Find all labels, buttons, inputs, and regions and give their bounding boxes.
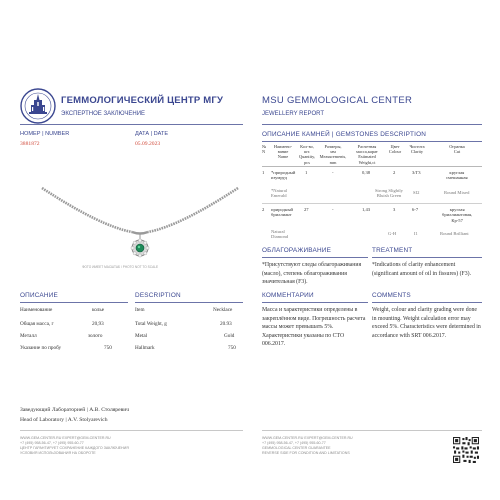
description-divider-ru — [20, 302, 128, 303]
row2-name-en: Natural Diamond — [271, 229, 289, 240]
desc-ru-value: 750 — [104, 345, 112, 351]
footer-line: ЦЕНТР ГАРАНТИРУЕТ СОХРАНЕНИЕ КАЖДОГО ЗАКЛЮЧЕНИЯ — [20, 446, 129, 450]
footer-line: УСЛОВИЯ ИСПОЛЬЗОВАНИЯ НА ОБОРОТЕ — [20, 451, 96, 455]
row1-clarity: 3/Г3 — [412, 170, 421, 175]
row2-qty: 27 — [304, 207, 309, 212]
org-name-ru: ГЕММОЛОГИЧЕСКИЙ ЦЕНТР МГУ — [61, 95, 224, 106]
header-cell: Огранка Cut — [449, 144, 465, 155]
footer-divider-left — [20, 430, 243, 431]
row2-colour: 3 — [393, 207, 396, 212]
row2-meas: - — [332, 207, 334, 212]
desc-en-value: Necklace — [213, 307, 233, 313]
header-cell: Расчетная масса,карат Estimated Weight,ct — [356, 144, 378, 165]
report-number: 3881872 — [20, 141, 40, 147]
treatment-title-en: TREATMENT — [372, 247, 413, 254]
header-cell: Наимено- вание Name — [273, 144, 293, 160]
desc-ru-value: золото — [88, 333, 103, 339]
footer-line: WWW.GEM-CENTER.RU EXPERT@GEM-CENTER.RU — [262, 436, 353, 440]
comments-text-ru: Масса и характеристики определены в закреплённом виде. Погрешность расчета массы может превышать 5%. Характеристики указаны по СТО 006.2017. — [262, 307, 366, 348]
header-cell: № N — [262, 144, 267, 155]
treatment-text-en: *Indications of clarity enhancement (significant amount of oil in fissures) (F3). — [372, 262, 472, 277]
footer-line: +7 (495) 958-56-47, +7 (495) 955-60-77 — [20, 441, 84, 445]
row1-colour-en: Strong Slightly Bluish Green — [375, 188, 403, 199]
header-divider-right — [262, 124, 482, 125]
photo-caption: ФОТО ИМЕЕТ МАСШТАБ / PHOTO NOT TO SCALE — [82, 265, 159, 269]
signature-ru: Заведующий Лабораторией | А.В. Столяревич — [20, 407, 130, 413]
row1-meas: - — [332, 170, 334, 175]
desc-en-label: Total Weight, g — [135, 321, 167, 327]
desc-ru-label: Наименование — [20, 307, 53, 313]
description-divider-en — [135, 302, 243, 303]
footer-line: REVERSE SIDE FOR CONDITION AND LIMITATIONS — [262, 451, 350, 455]
row1-name-en: *Natural Emerald — [271, 188, 288, 199]
description-title-en: DESCRIPTION — [135, 292, 181, 299]
row1-qty: 1 — [305, 170, 308, 175]
university-seal-icon — [20, 88, 56, 124]
signature-en: Head of Laboratory | A.V. Stolyarevich — [20, 417, 108, 423]
description-title-ru: ОПИСАНИЕ — [20, 292, 58, 299]
gemstones-divider — [262, 141, 482, 142]
comments-text-en: Weight, colour and clarity grading were done in mounting. Weight calculation error may exceed 5%. Characteristics were determined in accordance with SRT 006.2017. — [372, 307, 481, 339]
treatment-divider-en — [372, 257, 482, 258]
date-label: ДАТА | DATE — [135, 131, 169, 137]
desc-en-value: 20.93 — [220, 321, 232, 327]
row2-n: 2 — [262, 207, 265, 212]
necklace-photo — [40, 168, 240, 278]
desc-en-value: Gold — [224, 333, 235, 339]
row1-name-ru: *природный изумруд — [271, 170, 296, 181]
row1-clarity-en: SI2 — [413, 190, 420, 195]
number-label: НОМЕР | NUMBER — [20, 131, 70, 137]
row1-n: 1 — [262, 170, 265, 175]
desc-ru-value: 20,93 — [92, 321, 104, 327]
row1-weight: 0,38 — [362, 170, 371, 175]
org-name-en: MSU GEMMOLOGICAL CENTER — [262, 95, 413, 106]
desc-ru-label: Указание по пробу — [20, 345, 62, 351]
footer-en — [262, 436, 353, 456]
row2-cut-en: Round Brilliant — [440, 231, 469, 236]
row2-colour-en: G-H — [388, 231, 397, 236]
treatment-text-ru: *Присутствуют следы облагораживания (масло), степень облагораживания значительная (F3). — [262, 262, 362, 286]
header-cell: Размеры, мм Measurements, mm — [319, 144, 347, 165]
row2-name-ru: природный бриллиант — [271, 207, 294, 218]
desc-ru-label: Металл — [20, 333, 37, 339]
top-margin — [0, 0, 500, 88]
footer-divider-right — [262, 430, 482, 431]
report-date: 05.09.2023 — [135, 141, 161, 147]
header-cell: Кол-во, шт. Quantity, pcs — [298, 144, 316, 165]
desc-en-label: Metal — [135, 333, 148, 339]
footer-line: GEMMOLOGICAL CENTER GUARANTEE — [262, 446, 331, 450]
desc-ru-value: колье — [92, 307, 105, 313]
row1-cut-ru: круглая смешанная — [446, 170, 468, 181]
treatment-divider-ru — [262, 257, 368, 258]
header-cell: Цвет Colour — [388, 144, 402, 155]
footer-ru — [20, 436, 129, 456]
comments-divider-en — [372, 302, 482, 303]
header-cell: Чистота Clarity — [409, 144, 425, 155]
footer-line: +7 (495) 958-56-47, +7 (495) 955-60-77 — [262, 441, 326, 445]
doc-type-ru: ЭКСПЕРТНОЕ ЗАКЛЮЧЕНИЕ — [61, 111, 146, 117]
desc-en-label: Item — [135, 307, 145, 313]
row2-clarity-en: I1 — [414, 231, 418, 236]
desc-ru-label: Общая масса, г — [20, 321, 54, 327]
desc-en-label: Hallmark — [135, 345, 155, 351]
gemstones-title: ОПИСАНИЕ КАМНЕЙ | GEMSTONES DESCRIPTION — [262, 131, 427, 138]
comments-title-en: COMMENTS — [372, 292, 411, 299]
comments-divider-ru — [262, 302, 368, 303]
treatment-title-ru: ОБЛАГОРАЖИВАНИЕ — [262, 247, 332, 254]
desc-en-value: 750 — [228, 345, 236, 351]
row1-colour: 2 — [393, 170, 396, 175]
row2-clarity: 6-7 — [412, 207, 419, 212]
footer-line: WWW.GEM-CENTER.RU EXPERT@GEM-CENTER.RU — [20, 436, 111, 440]
doc-type-en: JEWELLERY REPORT — [262, 111, 325, 117]
row1-cut-en: Round Mixed — [444, 190, 470, 195]
comments-title-ru: КОММЕНТАРИИ — [262, 292, 314, 299]
table-divider — [262, 203, 482, 204]
header-divider-left — [20, 124, 243, 125]
table-divider — [262, 166, 482, 167]
row2-weight: 1,43 — [362, 207, 371, 212]
row2-cut-ru: круглая бриллиантовая, Кр-57 — [442, 207, 473, 223]
qr-code-icon[interactable] — [453, 437, 479, 463]
